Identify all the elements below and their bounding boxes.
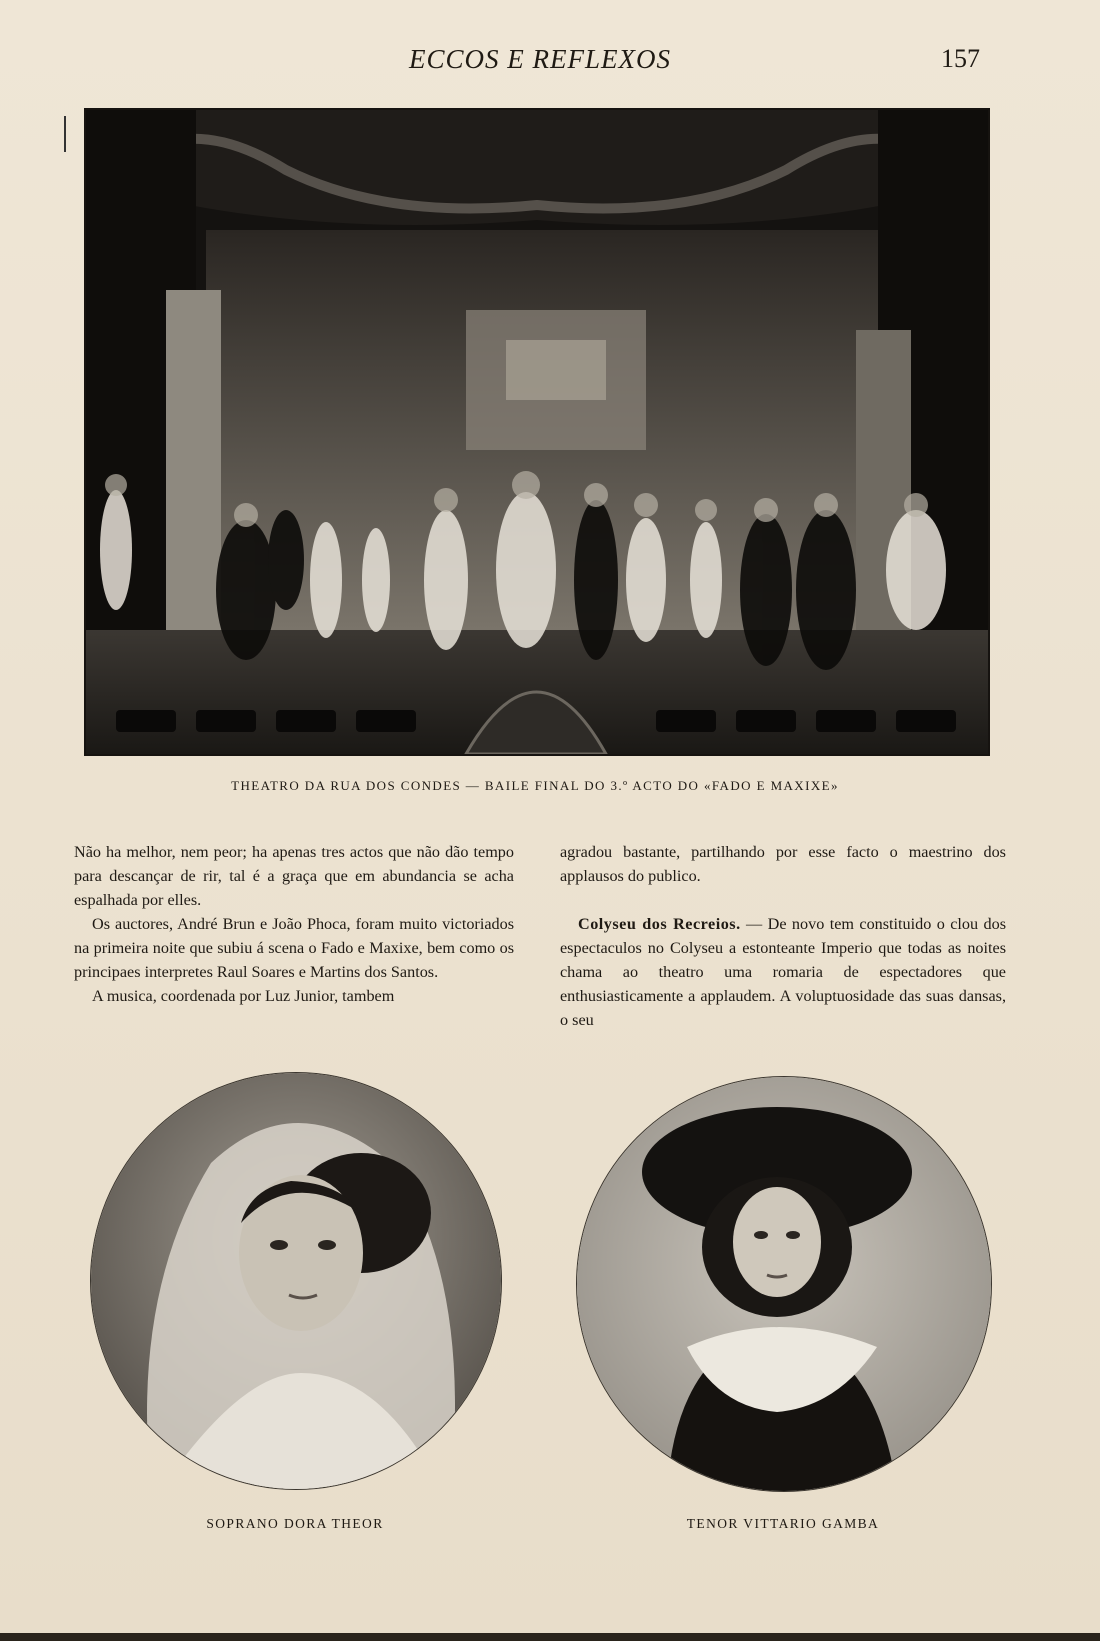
article-paragraph: Os auctores, André Brun e João Phoca, foram muito victoriados na primeira noite que subiu á scena o Fado e Maxixe, bem como os principaes interpretes Raul Soares e Martins dos Santos.: [74, 915, 514, 981]
section-text: — De novo tem constituido o clou dos espectaculos no Colyseu a estonteante Imperio que todas as noites chama ao theatro uma romaria de espectadores que enthusiasticamente a applaudem. A voluptuosidade das suas dansas, o seu: [560, 915, 1006, 1029]
page-bottom-edge: [0, 1633, 1100, 1641]
section-heading: Colyseu dos Recreios.: [578, 915, 741, 933]
article-column-left: [74, 840, 514, 1008]
article-column-right: [560, 840, 1006, 1032]
portrait-illustration-left: [91, 1073, 501, 1489]
portrait-illustration-right: [577, 1077, 991, 1491]
theatre-stage-photo: [84, 108, 990, 756]
stage-photo-illustration: [86, 110, 988, 754]
portrait-photo-soprano: [90, 1072, 502, 1490]
article-paragraph: A musica, coordenada por Luz Junior, tambem: [92, 987, 395, 1005]
stage-photo-caption: THEATRO DA RUA DOS CONDES — BAILE FINAL DO 3.º ACTO DO «FADO E MAXIXE»: [231, 778, 839, 793]
portrait-caption-right: TENOR VITTARIO GAMBA: [686, 1516, 880, 1531]
section-paragraph: [560, 912, 1006, 1032]
page-number: 157: [941, 44, 980, 73]
running-header-title: ECCOS E REFLEXOS: [409, 44, 671, 74]
article-paragraph: agradou bastante, partilhando por esse facto o maestrino dos applausos do publico.: [560, 843, 1006, 885]
portrait-caption-left: SOPRANO DORA THEOR: [206, 1516, 384, 1531]
margin-mark: [64, 116, 66, 152]
portrait-photo-tenor: [576, 1076, 992, 1492]
article-paragraph: Não ha melhor, nem peor; ha apenas tres actos que não dão tempo para descançar de rir, tal é a graça que em abundancia se acha espalhada por elles.: [74, 843, 514, 909]
